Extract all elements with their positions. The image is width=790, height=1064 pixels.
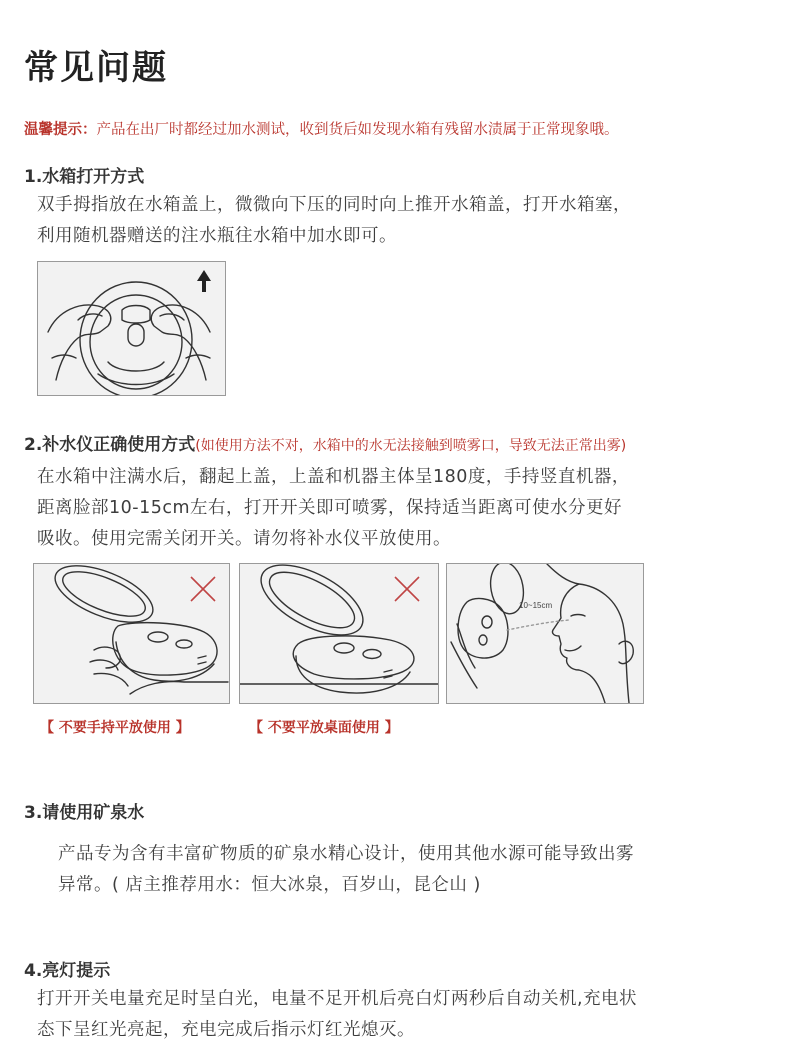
section-1-line-2: 利用随机器赠送的注水瓶往水箱中加水即可。 xyxy=(37,226,397,246)
figure-correct-usage xyxy=(446,563,644,704)
correct-usage-illustration xyxy=(447,564,643,703)
section-3-text xyxy=(58,839,634,901)
section-2-title xyxy=(24,430,626,455)
caption-no-table-flat: 【 不要平放桌面使用 】 xyxy=(249,720,399,736)
section-4-text xyxy=(37,984,637,1046)
hands-opening-lid-illustration xyxy=(38,262,225,395)
section-1-line-1: 双手拇指放在水箱盖上，微微向下压的同时向上推开水箱盖，打开水箱塞， xyxy=(37,195,631,215)
figure-wrong-table-flat xyxy=(239,563,439,704)
distance-label: 10~15cm xyxy=(519,601,553,610)
handheld-flat-illustration xyxy=(34,564,229,703)
page-title: 常见问题 xyxy=(24,48,168,88)
section-2-line-1: 在水箱中注满水后，翻起上盖，上盖和机器主体呈180度，手持竖直机器， xyxy=(37,467,630,487)
section-3-line-1: 产品专为含有丰富矿物质的矿泉水精心设计，使用其他水源可能导致出雾 xyxy=(58,844,634,864)
section-2-subtitle: (如使用方法不对，水箱中的水无法接触到喷雾口，导致无法正常出雾) xyxy=(195,438,627,454)
section-1-text xyxy=(37,190,631,252)
notice-label: 温馨提示： xyxy=(24,122,97,138)
figure-open-tank xyxy=(37,261,226,396)
notice-text: 产品在出厂时都经过加水测试，收到货后如发现水箱有残留水渍属于正常现象哦。 xyxy=(96,122,619,138)
notice xyxy=(24,118,619,139)
section-3-line-2: 异常。( 店主推荐用水：恒大冰泉，百岁山，昆仑山 ) xyxy=(58,875,481,895)
section-1-title: 1.水箱打开方式 xyxy=(24,167,145,187)
up-arrow-icon xyxy=(197,270,211,292)
section-4-line-1: 打开开关电量充足时呈白光，电量不足开机后亮白灯两秒后自动关机,充电状 xyxy=(37,989,638,1009)
caption-no-handheld-flat: 【 不要手持平放使用 】 xyxy=(40,720,190,736)
cross-mark-icon xyxy=(191,577,215,601)
section-2-line-2: 距离脸部10-15cm左右，打开开关即可喷雾，保持适当距离可使水分更好 xyxy=(37,498,623,518)
section-2-text xyxy=(37,462,630,555)
section-4-title: 4.亮灯提示 xyxy=(24,961,111,981)
section-2-line-3: 吸收。使用完需关闭开关。请勿将补水仪平放使用。 xyxy=(37,529,451,549)
section-4-line-2: 态下呈红光亮起，充电完成后指示灯红光熄灭。 xyxy=(37,1020,415,1040)
section-2-title-text: 2.补水仪正确使用方式 xyxy=(24,435,196,455)
table-flat-illustration xyxy=(240,564,438,703)
cross-mark-icon xyxy=(395,577,419,601)
figure-wrong-handheld-flat xyxy=(33,563,230,704)
section-3-title: 3.请使用矿泉水 xyxy=(24,803,145,823)
